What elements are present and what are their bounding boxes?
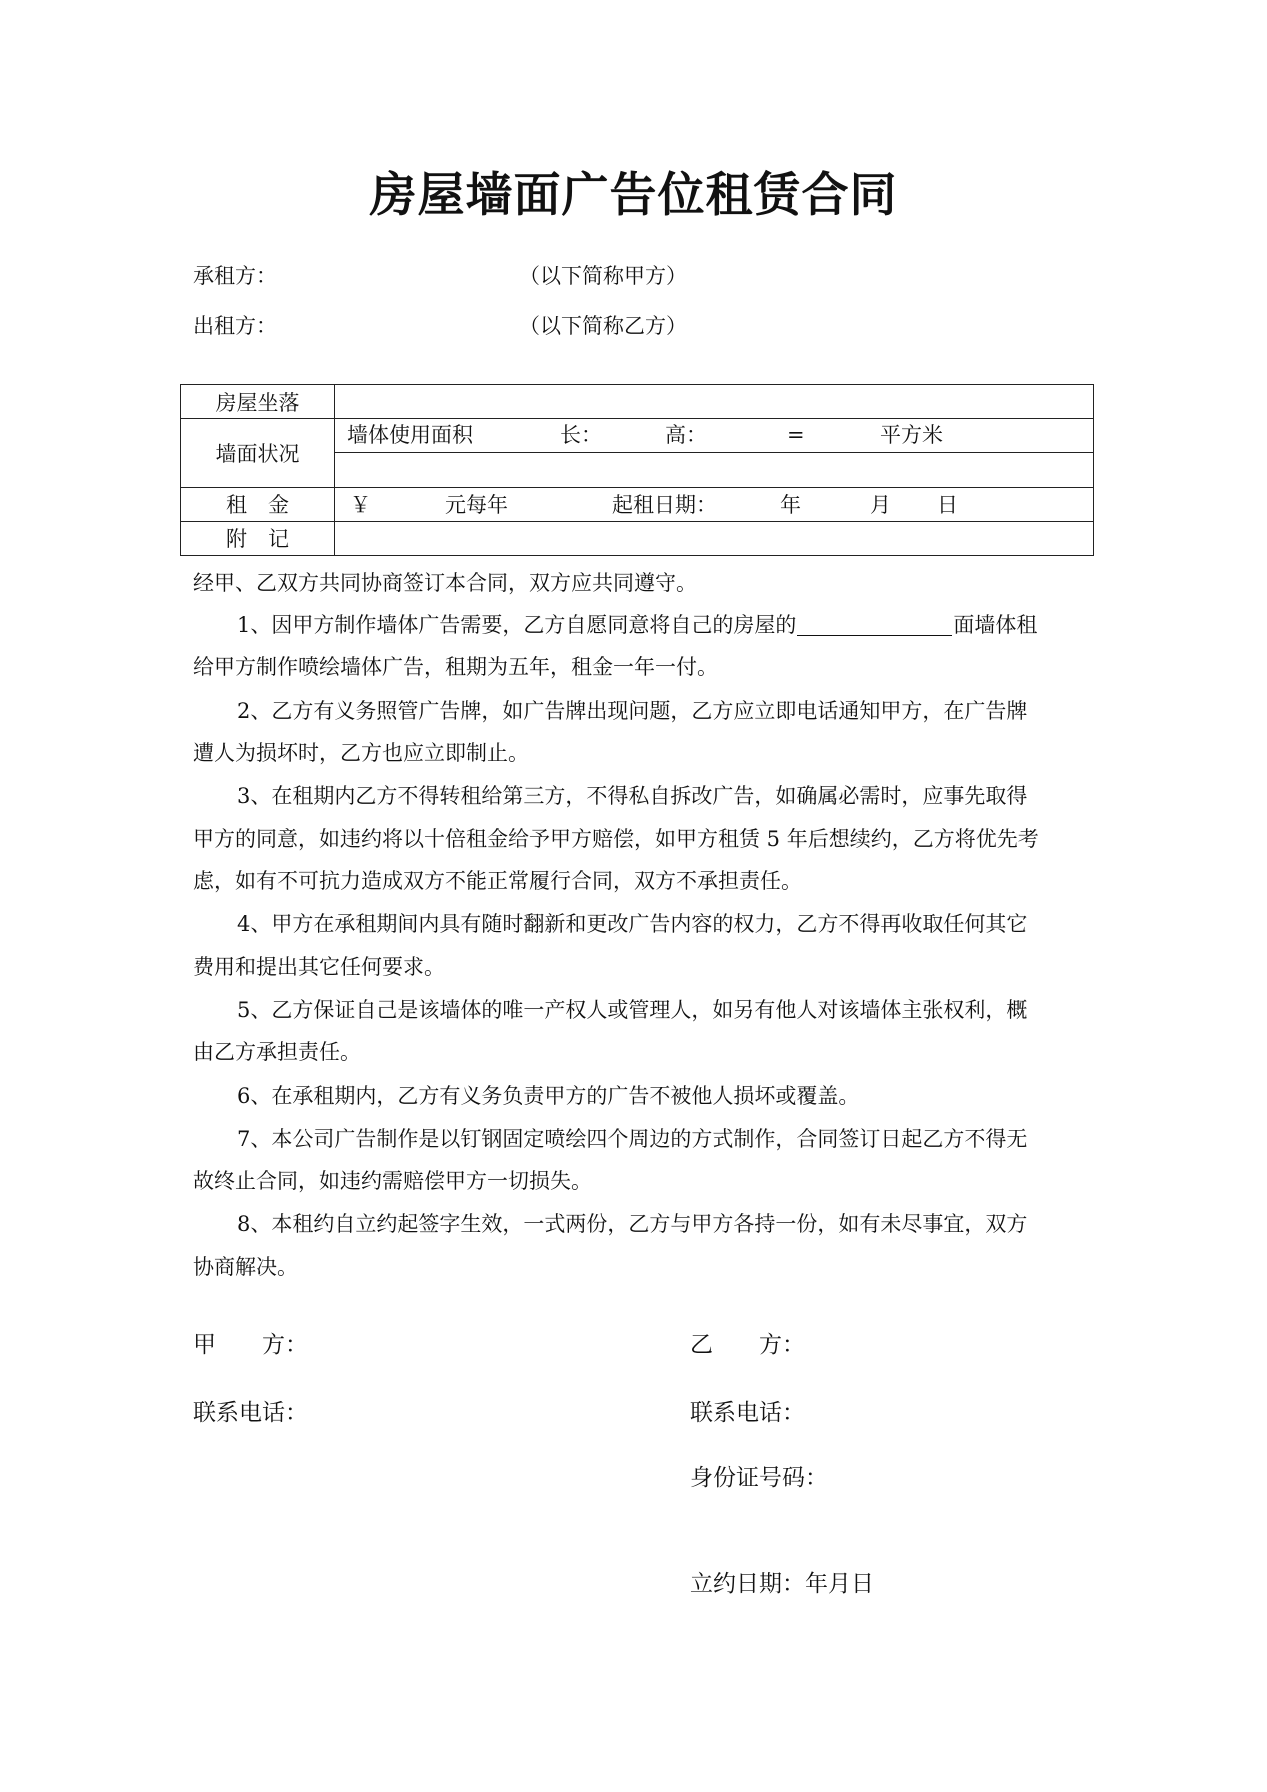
wall-extra-cell bbox=[335, 453, 1094, 487]
contract-date-label: 立约日期：年月日 bbox=[690, 1571, 874, 1597]
start-month-label: 月 bbox=[870, 492, 891, 517]
clause-3-line-2: 甲方的同意，如违约将以十倍租金给予甲方赔偿，如甲方租赁 5 年后想续约，乙方将优先考 bbox=[193, 827, 1039, 851]
house-wall-blank bbox=[797, 615, 952, 636]
wall-area-label: 墙体使用面积 bbox=[347, 423, 473, 448]
clause-4-line-1: 4、甲方在承租期间内具有随时翻新和更改广告内容的权力，乙方不得再收取任何其它 bbox=[237, 912, 1028, 936]
clause-7-line-2: 故终止合同，如违约需赔偿甲方一切损失。 bbox=[193, 1169, 592, 1193]
clause-1-text-a: 1、因甲方制作墙体广告需要，乙方自愿同意将自己的房屋的 bbox=[237, 613, 797, 637]
rent-cell bbox=[335, 487, 1094, 521]
lessee-note: （以下简称甲方） bbox=[519, 264, 687, 288]
clause-3-line-1: 3、在租期内乙方不得转租给第三方，不得私自拆改广告，如确属必需时，应事先取得 bbox=[237, 784, 1028, 808]
lessor-label: 出租方： bbox=[193, 314, 277, 338]
clause-7-line-1: 7、本公司广告制作是以钉钢固定喷绘四个周边的方式制作，合同签订日起乙方不得无 bbox=[237, 1127, 1028, 1151]
lessor-note: （以下简称乙方） bbox=[519, 314, 687, 338]
clause-1-line-2: 给甲方制作喷绘墙体广告，租期为五年，租金一年一付。 bbox=[193, 655, 718, 679]
start-date-label: 起租日期： bbox=[612, 492, 717, 517]
party-b-id-label: 身份证号码： bbox=[690, 1465, 828, 1491]
table-row-location bbox=[181, 385, 1094, 419]
party-b-phone-label: 联系电话： bbox=[690, 1400, 805, 1426]
clause-5-line-1: 5、乙方保证自己是该墙体的唯一产权人或管理人，如另有他人对该墙体主张权利，概 bbox=[237, 998, 1028, 1022]
clause-6-line-1: 6、在承租期内，乙方有义务负责甲方的广告不被他人损坏或覆盖。 bbox=[237, 1084, 860, 1108]
clause-3-line-3: 虑，如有不可抗力造成双方不能正常履行合同，双方不承担责任。 bbox=[193, 869, 802, 893]
document-title: 房屋墙面广告位租赁合同 bbox=[369, 168, 898, 223]
per-year-label: 元每年 bbox=[445, 492, 508, 517]
clause-5-line-2: 由乙方承担责任。 bbox=[193, 1040, 361, 1064]
party-a-phone-label: 联系电话： bbox=[193, 1400, 308, 1426]
currency-sign: ￥ bbox=[350, 492, 371, 517]
start-day-label: 日 bbox=[937, 492, 958, 517]
intro-text: 经甲、乙双方共同协商签订本合同，双方应共同遵守。 bbox=[193, 571, 697, 595]
clause-8-line-2: 协商解决。 bbox=[193, 1255, 298, 1279]
area-unit: 平方米 bbox=[880, 423, 943, 448]
lessee-label: 承租方： bbox=[193, 264, 277, 288]
equals-sign: = bbox=[787, 423, 805, 448]
height-label: 高： bbox=[665, 423, 707, 448]
table-row-notes bbox=[181, 521, 1094, 555]
clause-2-line-2: 遭人为损坏时，乙方也应立即制止。 bbox=[193, 741, 529, 765]
wall-label: 墙面状况 bbox=[181, 419, 335, 487]
table-row-wall bbox=[181, 419, 1094, 453]
length-label: 长： bbox=[560, 423, 602, 448]
wall-area-cell bbox=[335, 419, 1094, 453]
clause-4-line-2: 费用和提出其它任何要求。 bbox=[193, 955, 445, 979]
lease-info-table bbox=[180, 384, 1094, 556]
clause-1-line-1 bbox=[237, 615, 1117, 636]
notes-cell bbox=[335, 521, 1094, 555]
party-a-signature-label: 甲 方： bbox=[193, 1332, 308, 1358]
table-row-rent bbox=[181, 487, 1094, 521]
clause-2-line-1: 2、乙方有义务照管广告牌，如广告牌出现问题，乙方应立即电话通知甲方，在广告牌 bbox=[237, 699, 1028, 723]
notes-label: 附 记 bbox=[181, 521, 335, 555]
rent-label: 租 金 bbox=[181, 487, 335, 521]
start-year-label: 年 bbox=[780, 492, 801, 517]
clause-8-line-1: 8、本租约自立约起签字生效，一式两份，乙方与甲方各持一份，如有未尽事宜，双方 bbox=[237, 1212, 1028, 1236]
location-cell bbox=[335, 385, 1094, 419]
location-label: 房屋坐落 bbox=[181, 385, 335, 419]
party-b-signature-label: 乙 方： bbox=[690, 1332, 805, 1358]
clause-1-text-b: 面墙体租 bbox=[953, 613, 1038, 637]
